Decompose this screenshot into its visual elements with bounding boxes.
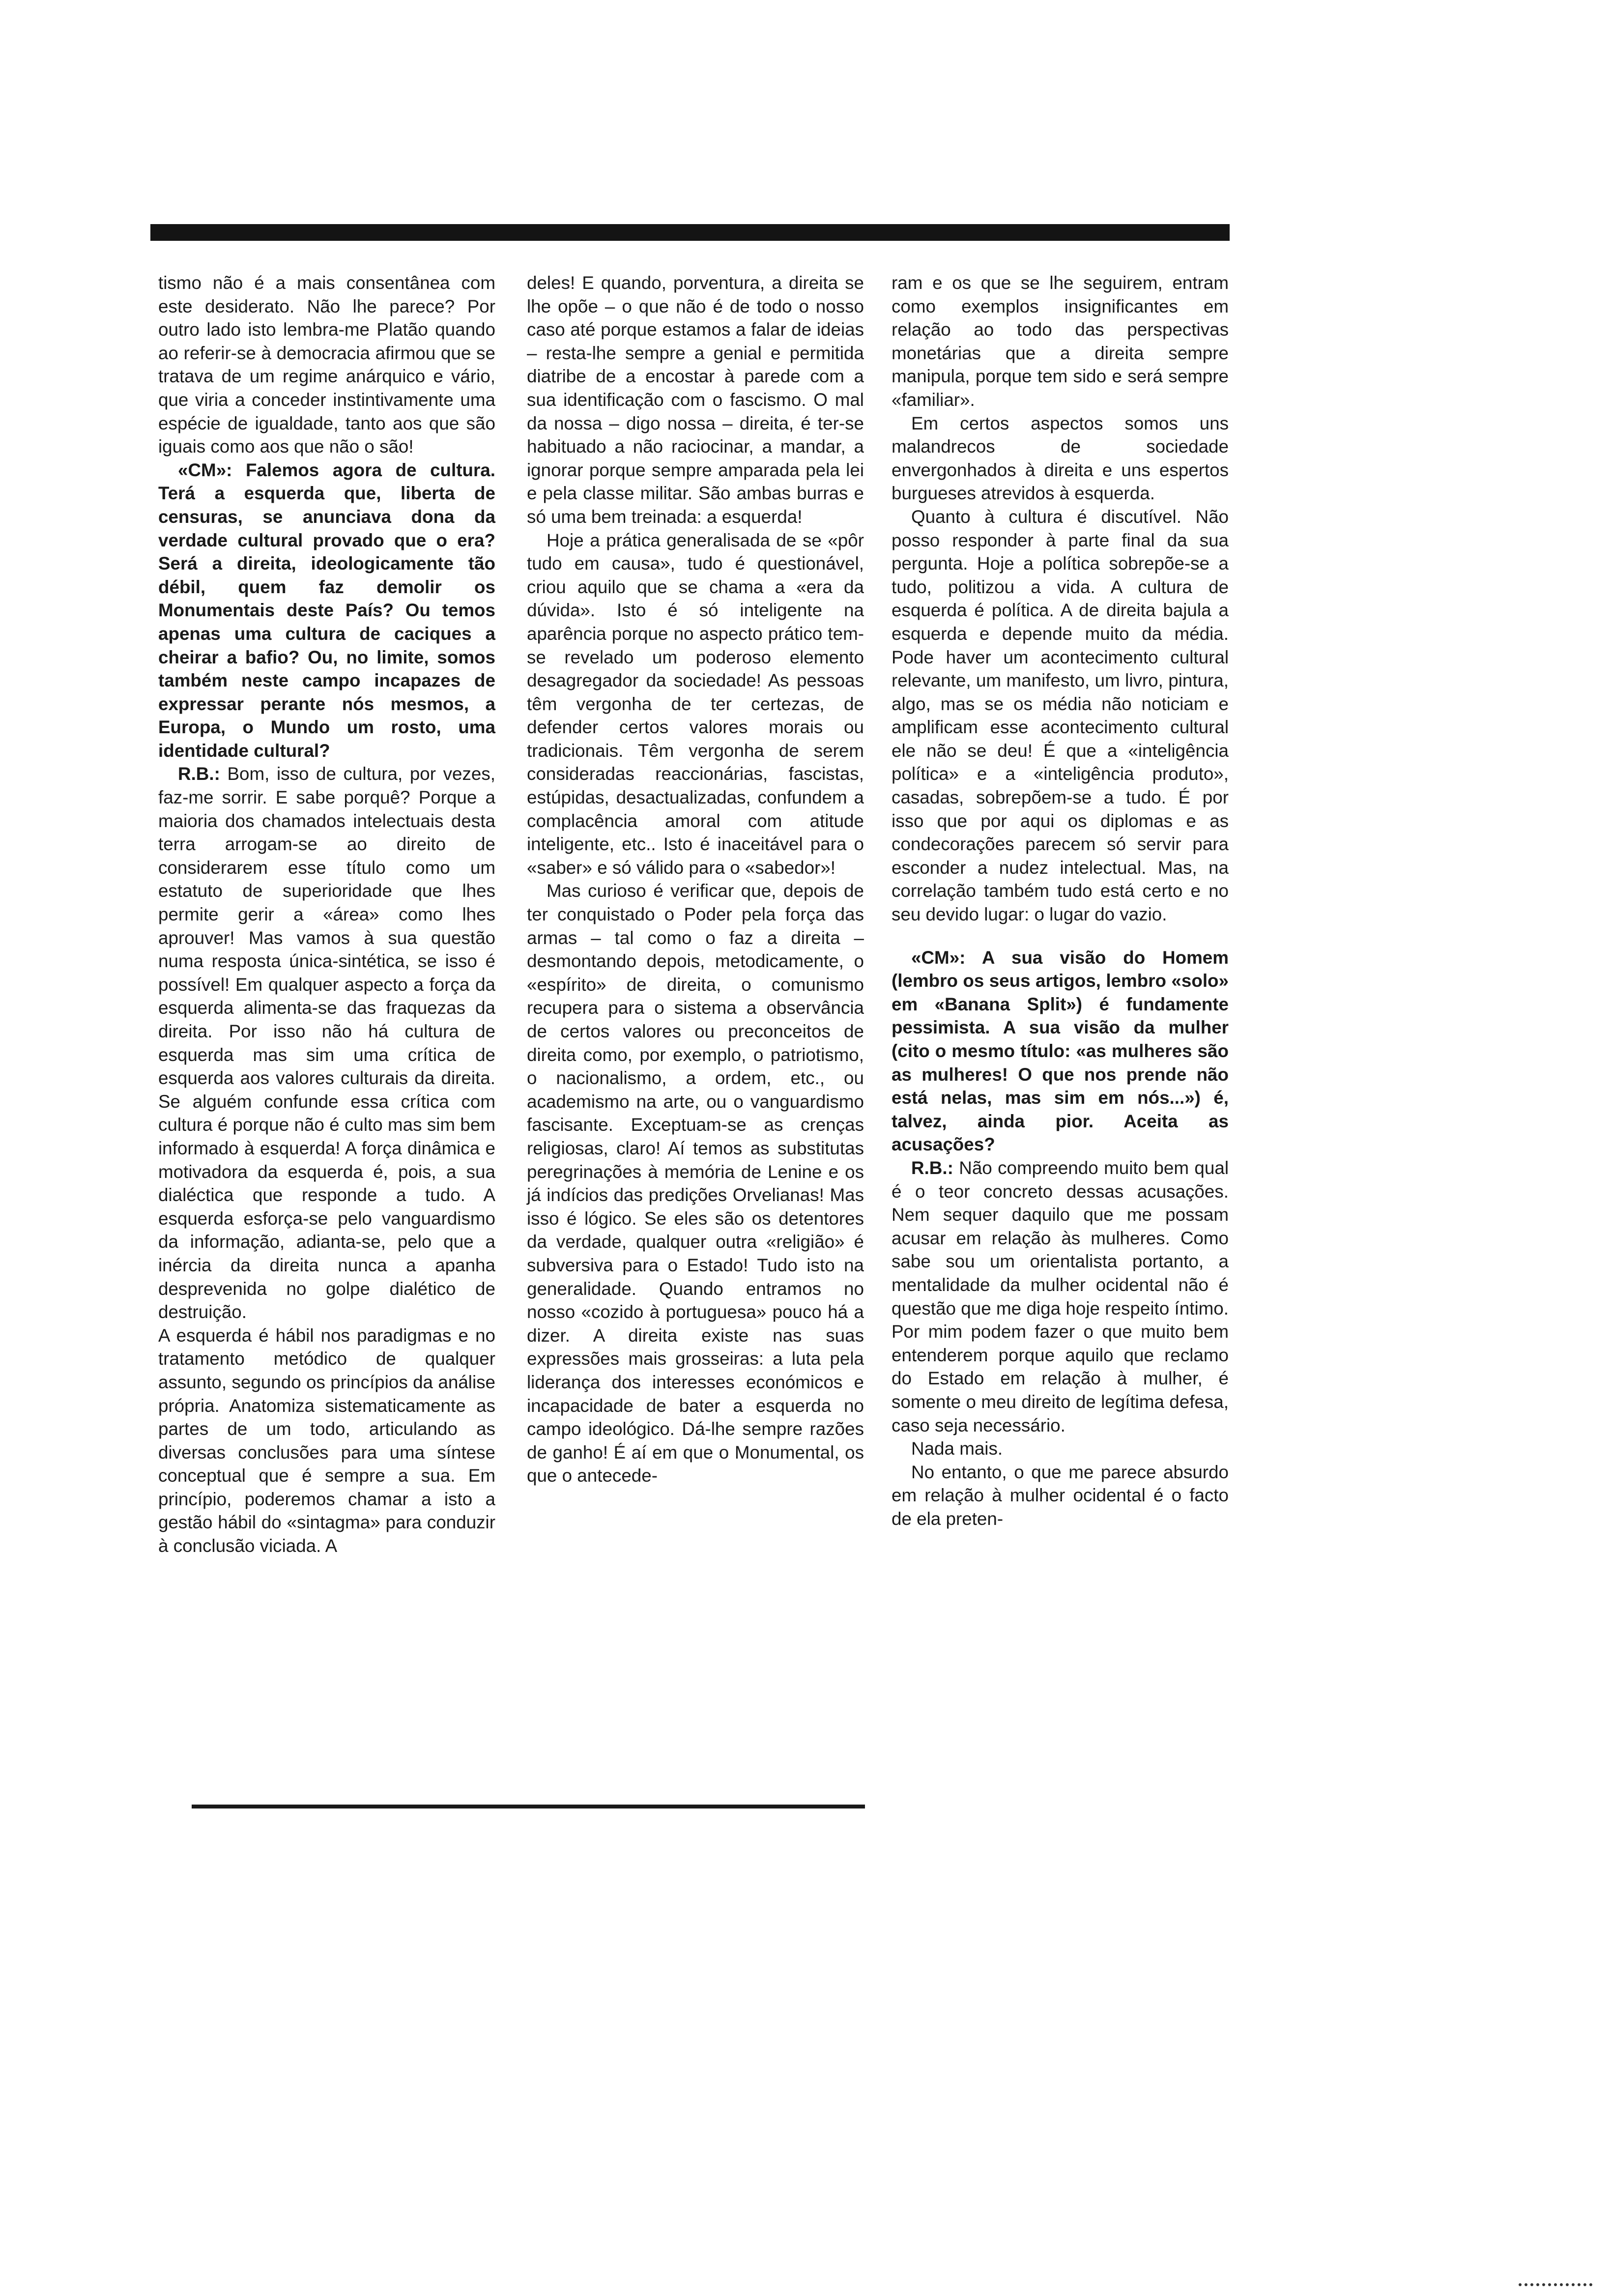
speaker-label: R.B.: [178,764,220,784]
question-text: A sua visão do Homem (lembro os seus artigos, lembro «solo» em «Banana Split») é fundamente pessimista. A sua visão da mulher (cito o mesmo título: «as mulheres são as mulheres! O que nos prende não está nelas, mas sim em nós...») é, talvez, ainda pior. Aceita as acusações? [892,947,1229,1155]
bottom-rule [192,1805,865,1808]
column-1 [158,271,495,1558]
paragraph: tismo não é a mais consentânea com este desiderato. Não lhe parece? Por outro lado isto lembra-me Platão quando ao referir-se à democracia afirmou que se tratava de um regime anárquico e vário, que viria a conceder instintivamente uma espécie de igualdade, tanto aos que são iguais como aos que não o são! [158,273,495,457]
column-3 [892,271,1229,1530]
scan-mark [1519,2283,1592,2289]
speaker-label: R.B.: [911,1157,953,1178]
paragraph: Hoje a prática generalisada de se «pôr tudo em causa», tudo é questionável, criou aquilo que se chama a «era da dúvida». Isto é só inteligente na aparência porque no aspecto prático tem-se revelado um poderoso elemento desagregador da sociedade! As pessoas têm vergonha de ter certezas, de defender certos valores morais ou tradicionais. Têm vergonha de serem consideradas reaccionárias, fascistas, estúpidas, desactualizadas, confundem a complacência amoral com atitude inteligente, etc.. Isto é inaceitável para o «saber» e só válido para o «sabedor»! [527,530,864,878]
answer-rb-culture [158,762,495,1323]
answer-text: Bom, isso de cultura, por vezes, faz-me sorrir. E sabe porquê? Porque a maioria dos chamados intelectuais desta terra arrogam-se ao direito de considerarem esse título como um estatuto de superioridade que lhes permite gerir a «área» como lhes aprouver! Mas vamos à sua questão numa resposta única-sintética, se isso é possível! Em qualquer aspecto a força da esquerda alimenta-se das fraquezas da direita. Por isso não há cultura de esquerda mas sim uma crítica de esquerda aos valores culturais da direita. Se alguém confunde essa crítica com cultura é porque não é culto mas sim bem informado à esquerda! A força dinâmica e motivadora da esquerda é, pois, a sua dialéctica que responde a tudo. A esquerda esforça-se pelo vanguardismo da informação, adianta-se, pelo que a inércia da direita nunca a apanha desprevenida no golpe dialético de destruição. [158,764,495,1322]
paragraph: A esquerda é hábil nos paradigmas e no tratamento metódico de qualquer assunto, segundo os princípios da análise própria. Anatomiza sistematicamente as partes de um todo, articulando as diversas conclusões para uma síntese conceptual que é sempre a sua. Em princípio, poderemos chamar a isto a gestão hábil do «sintagma» para conduzir à conclusão viciada. A [158,1325,495,1556]
paragraph: deles! E quando, porventura, a direita se lhe opõe – o que não é de todo o nosso caso até porque estamos a falar de ideias – resta-lhe sempre a genial e permitida diatribe de a encostar à parede com a sua identificação com o fascismo. O mal da nossa – digo nossa – direita, é ter-se habituado a não raciocinar, a mandar, a ignorar porque sempre amparada pela lei e pela classe militar. São ambas burras e só uma bem treinada: a esquerda! [527,273,864,527]
answer-text: Não compreendo muito bem qual é o teor concreto dessas acusações. Nem sequer daquilo que me possam acusar em relação às mulheres. Como sabe sou um orientalista portanto, a mentalidade da mulher ocidental não é questão que me diga hoje respeito íntimo. Por mim podem fazer o que muito bem entenderem porque aquilo que reclamo do Estado em relação à mulher, é somente o meu direito de legítima defesa, caso seja necessário. [892,1157,1229,1435]
paragraph: No entanto, o que me parece absurdo em relação à mulher ocidental é o facto de ela preten- [892,1462,1229,1529]
question-text: Falemos agora de cultura. Terá a esquerda que, liberta de censuras, se anunciava dona da verdade cultural provado que o era? Será a direita, ideologicamente tão débil, quem faz demolir os Monumentais deste País? Ou temos apenas uma cultura de caciques a cheirar a bafio? Ou, no limite, somos também neste campo incapazes de expressar perante nós mesmos, a Europa, o Mundo um rosto, uma identidade cultural? [158,459,495,761]
paragraph: Quanto à cultura é discutível. Não posso responder à parte final da sua pergunta. Hoje a política sobrepõe-se a tudo, politizou a vida. A cultura de esquerda é política. A de direita bajula a esquerda e depende muito da média. Pode haver um acontecimento cultural relevante, um manifesto, um livro, pintura, algo, mas se os média não noticiam e amplificam esse acontecimento cultural ele não se deu! É que a «inteligência política» e a «inteligência produto», casadas, sobrepõem-se a tudo. É por isso que por aqui os diplomas e as condecorações parecem só servir para esconder a nudez intelectual. Mas, na correlação também tudo está certo e no seu devido lugar: o lugar do vazio. [892,506,1229,925]
speaker-label: «CM»: [911,947,966,968]
question-cm-man-woman [892,946,1229,1156]
paragraph: ram e os que se lhe seguirem, entram como exemplos insignificantes em relação ao todo das perspectivas monetárias que a direita sempre manipula, porque tem sido e será sempre «familiar». [892,273,1229,410]
question-cm-culture [158,459,495,763]
paragraph: Mas curioso é verificar que, depois de ter conquistado o Poder pela força das armas – tal como o faz a direita – desmontando depois, metodicamente, o «espírito» de direita, o comunismo recupera para o sistema a observância de certos valores ou preconceitos de direita como, por exemplo, o patriotismo, o nacionalismo, a ordem, etc., ou academismo na arte, ou o vanguardismo fascisante. Exceptuam-se as crenças religiosas, claro! Aí temos as substitutas peregrinações à memória de Lenine e os já indícios das predições Orvelianas! Mas isso é lógico. Se eles são os detentores da verdade, qualquer outra «religião» é subversiva para o Estado! Tudo isto na generalidade. Quando entramos no nosso «cozido à portuguesa» pouco há a dizer. A direita existe nas suas expressões mais grosseiras: a luta pela liderança dos interesses económicos e incapacidade de bater a esquerda no campo ideológico. Dá-lhe sempre razões de ganho! É aí em que o Monumental, os que o antecede- [527,881,864,1486]
paragraph: Nada mais. [911,1438,1003,1459]
speaker-label: «CM»: [178,459,232,480]
answer-rb-woman [892,1156,1229,1437]
column-2 [527,271,864,1488]
top-rule [150,224,1230,241]
paragraph: Em certos aspectos somos uns malandrecos de sociedade envergonhados à direita e uns espertos burgueses atrevidos à esquerda. [892,413,1229,504]
